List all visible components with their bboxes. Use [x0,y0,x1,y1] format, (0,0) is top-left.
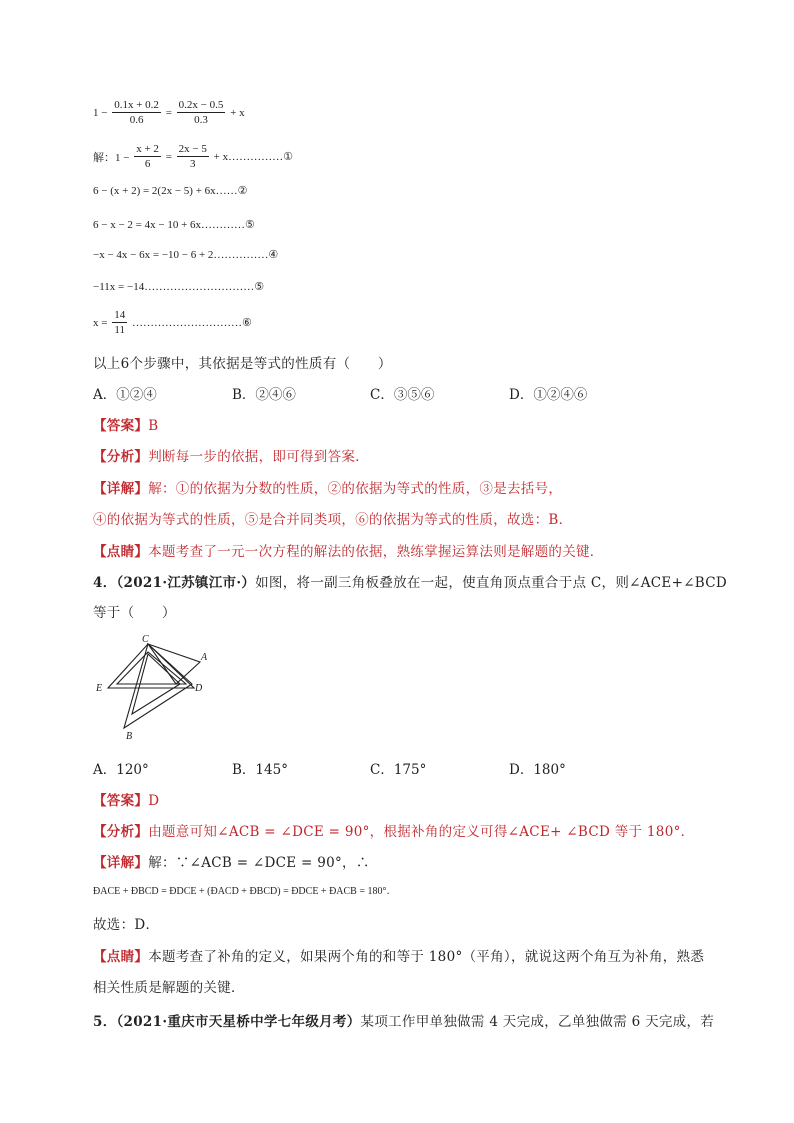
fraction: $\frac{2x - 5}{3}$ [178,143,207,170]
solution-step-4: −x − 4x − 6x = −10 − 6 + 2……………④ [93,249,279,261]
q4-comment-line2: 相关性质是解题的关键． [93,980,245,996]
q4-analysis: 【分析】由题意可知∠ACB = ∠DCE = 90°，根据补角的定义可得∠ACE+ ∠BCD 等于 180°． [93,824,695,840]
label-d: D [195,683,203,694]
solution-step-6: x = $\frac{14}{11}$ …………………………⑥ [93,309,252,336]
given-equation: 1 − $\frac{0.1x + 0.2}{0.6}$ = $\frac{0.2x - 0.5}{0.3}$ + x [93,99,245,126]
solution-step-1: 解：1 − $\frac{x + 2}{6}$ = $\frac{2x - 5}{3}$ + x……………① [93,143,293,170]
q4-option-a: A．120° [93,762,149,778]
q3-option-a: A．①②④ [93,387,157,403]
fraction: $\frac{14}{11}$ [114,309,126,336]
solution-step-5: −11x = −14…………………………⑤ [93,281,265,293]
q3-option-d: D．①②④⑥ [509,387,588,403]
q4-option-d: D．180° [509,762,566,778]
q4-detail-line2: ÐACE + ÐBCD = ÐDCE + (ÐACD + ÐBCD) = ÐDCE + ÐACB = 180°． [93,886,397,897]
q5-header: 5．（2021·重庆市天星桥中学七年级月考）某项工作甲单独做需 4 天完成，乙单独做需 6 天完成，若 [93,1014,715,1030]
label-e: E [96,683,103,694]
fraction: $\frac{x + 2}{6}$ [136,143,159,170]
label-b: B [126,731,133,742]
q4-header: 4．（2021·江苏镇江市·）如图，将一副三角板叠放在一起，使直角顶点重合于点 C，则∠ACE+∠BCD [93,575,728,591]
q3-detail-line1: 【详解】解：①的依据为分数的性质，②的依据为等式的性质，③是去括号， [93,481,563,497]
q3-prompt: 以上6个步骤中，其依据是等式的性质有（ ） [93,356,392,372]
q3-comment: 【点睛】本题考查了一元一次方程的解法的依据，熟练掌握运算法则是解题的关键． [93,544,604,560]
q3-option-b: B．②④⑥ [232,387,296,403]
label-a: A [201,652,208,663]
q4-option-b: B．145° [232,762,288,778]
q4-answer: 【答案】D [93,793,160,809]
q4-header-line2: 等于（ ） [93,605,176,621]
q3-detail-line2: ④的依据为等式的性质，⑤是合并同类项，⑥的依据为等式的性质，故选：B． [93,512,573,528]
q3-analysis: 【分析】判断每一步的依据，即可得到答案． [93,449,370,465]
label-c: C [142,634,149,645]
solution-step-3: 6 − x − 2 = 4x − 10 + 6x…………⑤ [93,219,255,231]
triangle-ecd [108,644,194,688]
q3-answer: 【答案】B [93,418,159,434]
q4-detail-line1: 【详解】解：∵∠ACB = ∠DCE = 90°，∴ [93,855,370,871]
fraction: $\frac{0.1x + 0.2}{0.6}$ [114,99,159,126]
triangle-bcd [124,644,192,728]
solution-step-2: 6 − (x + 2) = 2(2x − 5) + 6x……② [93,185,248,197]
fraction: $\frac{0.2x - 0.5}{0.3}$ [178,99,224,126]
q3-option-c: C．③⑤⑥ [370,387,435,403]
q4-detail-line3: 故选：D． [93,917,160,933]
triangle-set-figure [90,632,220,744]
q4-option-c: C．175° [370,762,427,778]
q4-comment: 【点睛】本题考查了补角的定义，如果两个角的和等于 180°（平角），就说这两个角互为补角，熟悉 [93,949,705,965]
